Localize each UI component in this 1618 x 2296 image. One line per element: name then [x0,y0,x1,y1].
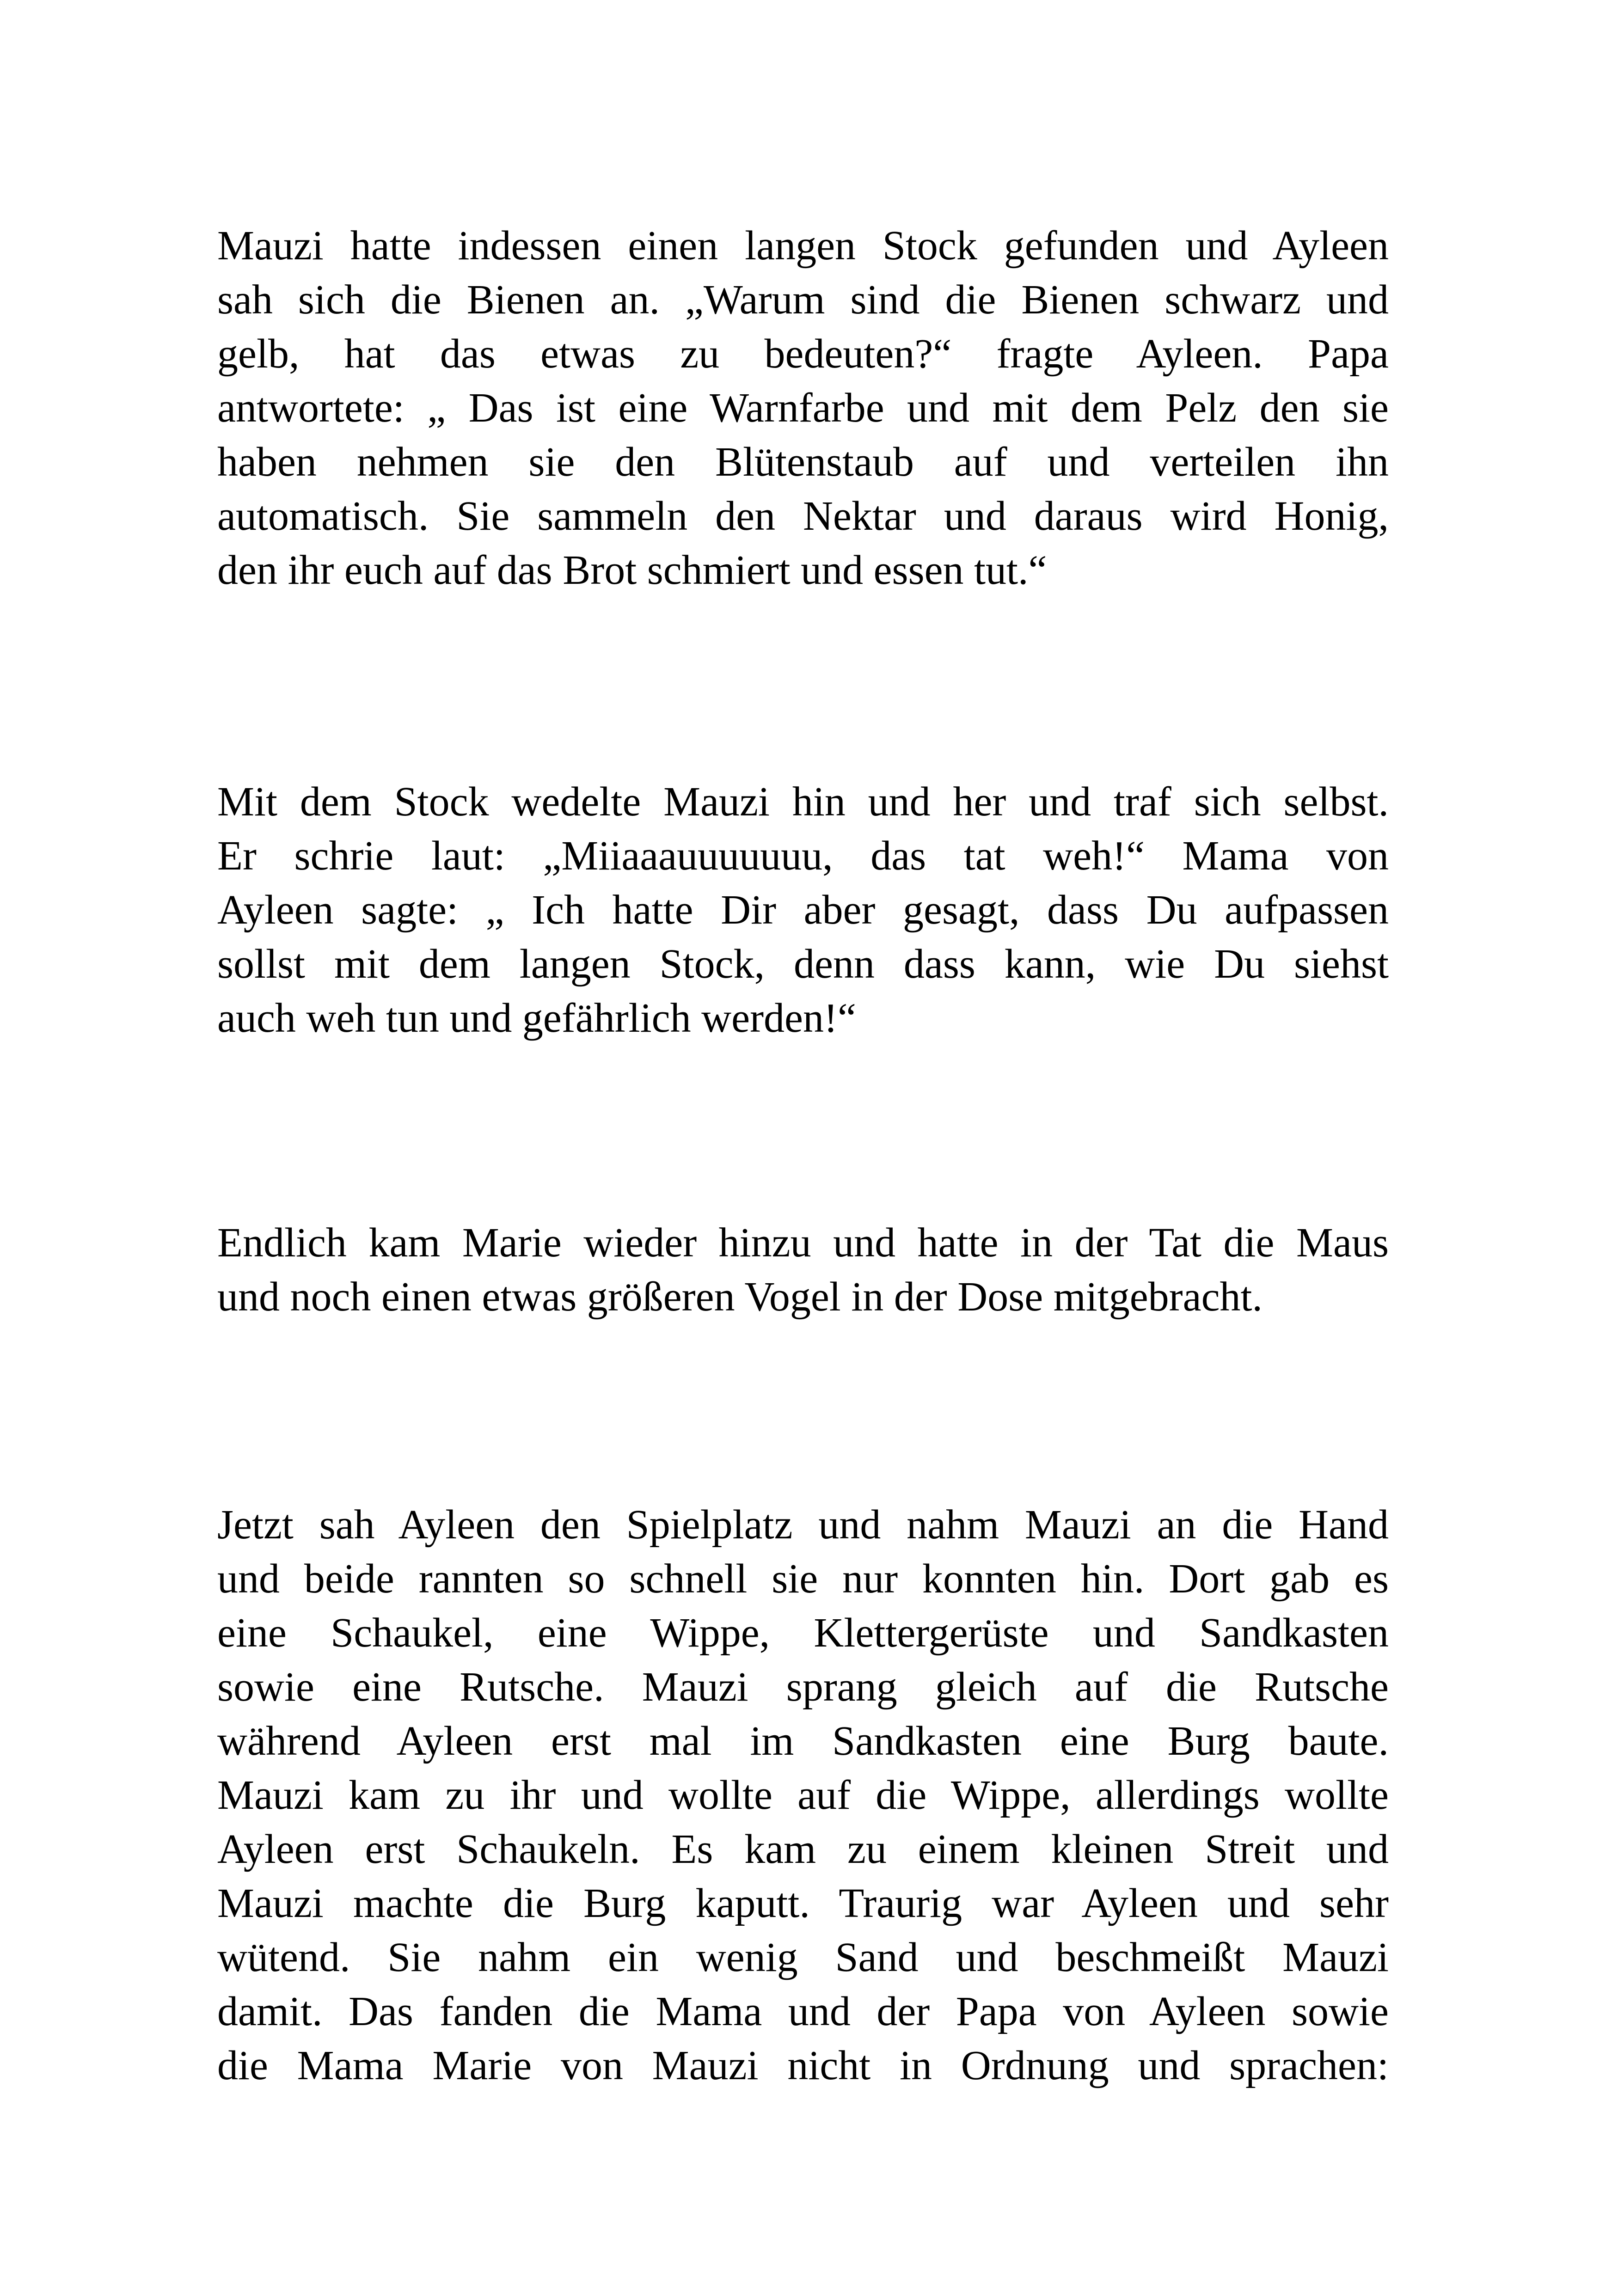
text-line: und beide rannten so schnell sie nur konnten hin. Dort gab es [217,1556,1389,1602]
text-line: Mauzi hatte indessen einen langen Stock gefunden und Ayleen [217,223,1389,269]
text-line: sollst mit dem langen Stock, denn dass kann, wie Du siehst [217,941,1389,987]
text-line: auch weh tun und gefährlich werden!“ [217,995,856,1041]
text-line: haben nehmen sie den Blütenstaub auf und verteilen ihn [217,439,1389,485]
text-line: während Ayleen erst mal im Sandkasten eine Burg baute. [217,1718,1389,1764]
text-line: Jetzt sah Ayleen den Spielplatz und nahm Mauzi an die Hand [217,1502,1389,1548]
text-line: antwortete: „ Das ist eine Warnfarbe und mit dem Pelz den sie [217,385,1389,431]
text-line: Ayleen sagte: „ Ich hatte Dir aber gesagt, dass Du aufpassen [217,887,1389,933]
text-line: Er schrie laut: „Miiaaauuuuuuu, das tat weh!“ Mama von [217,833,1389,879]
text-line: Ayleen erst Schaukeln. Es kam zu einem kleinen Streit und [217,1826,1389,1872]
text-line: eine Schaukel, eine Wippe, Klettergerüste und Sandkasten [217,1610,1389,1656]
text-line: wütend. Sie nahm ein wenig Sand und beschmeißt Mauzi [217,1935,1389,1980]
text-line: sowie eine Rutsche. Mauzi sprang gleich auf die Rutsche [217,1664,1389,1710]
text-line: Endlich kam Marie wieder hinzu und hatte in der Tat die Maus [217,1220,1389,1266]
text-line: Mauzi machte die Burg kaputt. Traurig war Ayleen und sehr [217,1880,1389,1926]
text-line: damit. Das fanden die Mama und der Papa von Ayleen sowie [217,1989,1389,2034]
text-line: Mit dem Stock wedelte Mauzi hin und her und traf sich selbst. [217,779,1389,825]
text-line: gelb, hat das etwas zu bedeuten?“ fragte Ayleen. Papa [217,331,1389,377]
text-line: die Mama Marie von Mauzi nicht in Ordnung und sprachen: [217,2043,1389,2088]
text-line: den ihr euch auf das Brot schmiert und essen tut.“ [217,547,1047,593]
text-line: sah sich die Bienen an. „Warum sind die Bienen schwarz und [217,277,1389,323]
text-line: Mauzi kam zu ihr und wollte auf die Wippe, allerdings wollte [217,1772,1389,1818]
text-line: und noch einen etwas größeren Vogel in der Dose mitgebracht. [217,1274,1263,1320]
text-line: automatisch. Sie sammeln den Nektar und daraus wird Honig, [217,493,1389,539]
